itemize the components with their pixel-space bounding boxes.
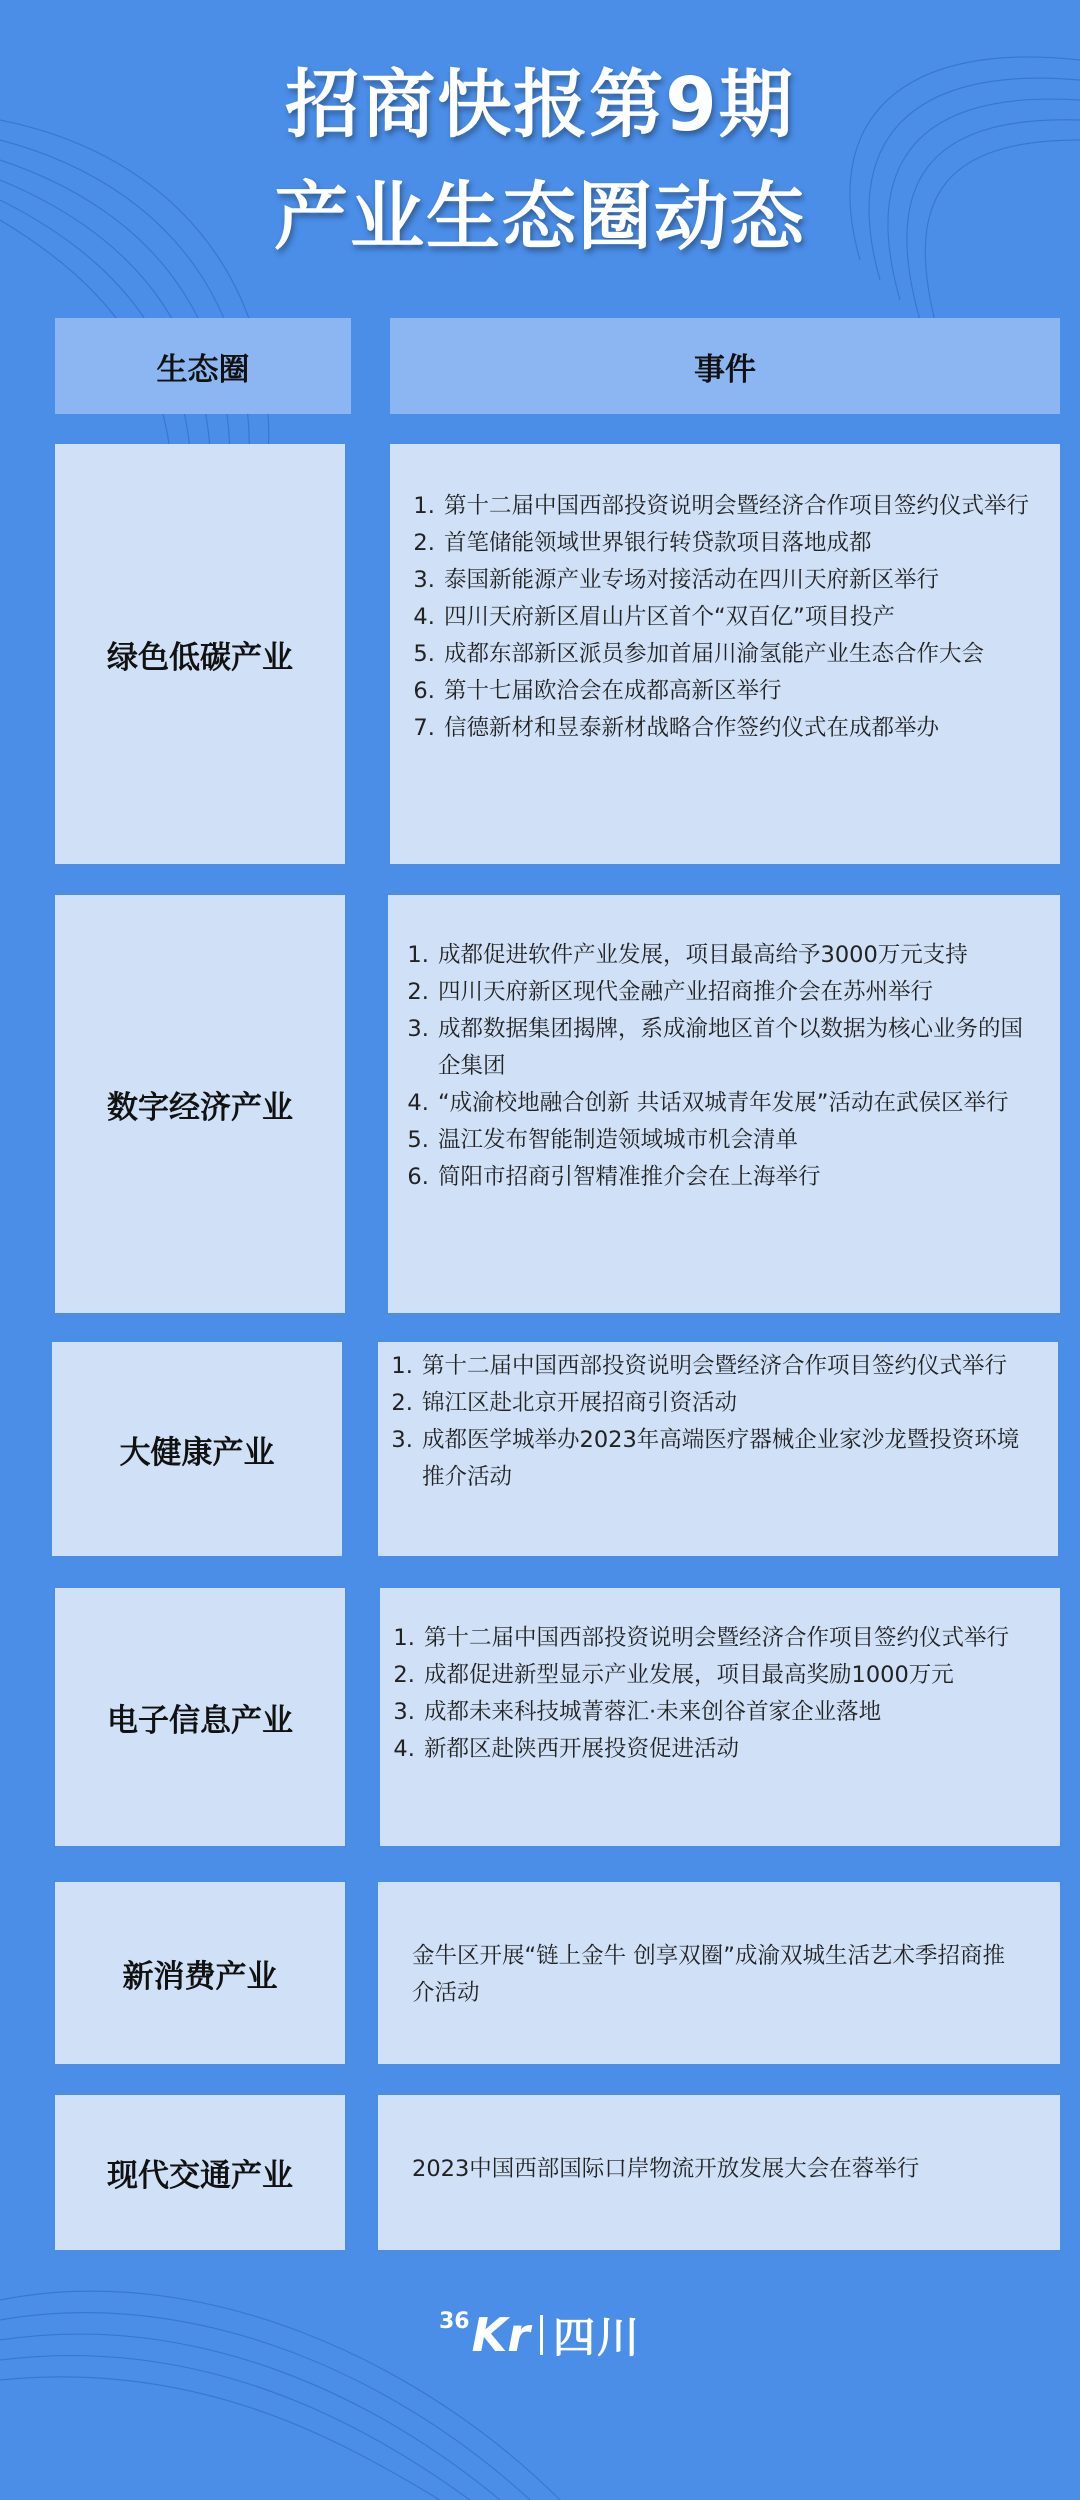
- list-item: 1. 第十二届中国西部投资说明会暨经济合作项目签约仪式举行: [442, 488, 1040, 525]
- sector-label: 新消费产业: [55, 1882, 345, 2064]
- footer-logo: [0, 2305, 1080, 2365]
- list-item: 1. 成都促进软件产业发展，项目最高给予3000万元支持: [436, 937, 1040, 974]
- list-item: 2. 锦江区赴北京开展招商引资活动: [420, 1385, 1038, 1422]
- events-list: [380, 1588, 1060, 1846]
- list-item: 6. 第十七届欧洽会在成都高新区举行: [442, 673, 1040, 710]
- logo-region: 四川: [552, 2313, 641, 2362]
- list-item: 3. 泰国新能源产业专场对接活动在四川天府新区举行: [442, 562, 1040, 599]
- events-list: [388, 895, 1060, 1313]
- list-item: 2. 首笔储能领域世界银行转贷款项目落地成都: [442, 525, 1040, 562]
- list-item: 1. 第十二届中国西部投资说明会暨经济合作项目签约仪式举行: [420, 1348, 1038, 1385]
- events-list: [378, 1342, 1058, 1556]
- page-subtitle: 产业生态圈动态: [274, 174, 806, 260]
- sector-label: 现代交通产业: [55, 2095, 345, 2250]
- list-item: 3. 成都医学城举办2023年高端医疗器械企业家沙龙暨投资环境推介活动: [420, 1422, 1038, 1496]
- events-list: [390, 444, 1060, 864]
- list-item: 2. 四川天府新区现代金融产业招商推介会在苏州举行: [436, 974, 1040, 1011]
- sector-label: 绿色低碳产业: [55, 444, 345, 864]
- event-text: 金牛区开展“链上金牛 创享双圈”成渝双城生活艺术季招商推介活动: [412, 1943, 1005, 2006]
- list-item: 2. 成都促进新型显示产业发展，项目最高奖励1000万元: [422, 1657, 1044, 1694]
- list-item: 5. 温江发布智能制造领域城市机会清单: [436, 1122, 1040, 1159]
- header-events: 事件: [390, 318, 1060, 414]
- list-item: 4. “成渝校地融合创新 共话双城青年发展”活动在武侯区举行: [436, 1085, 1040, 1122]
- list-item: 5. 成都东部新区派员参加首届川渝氢能产业生态合作大会: [442, 636, 1040, 673]
- logo-number: 36: [439, 2308, 470, 2334]
- events-text: [378, 2095, 1060, 2250]
- list-item: 4. 新都区赴陕西开展投资促进活动: [422, 1731, 1044, 1768]
- page-title: 招商快报第9期: [285, 62, 795, 148]
- list-item: 1. 第十二届中国西部投资说明会暨经济合作项目签约仪式举行: [422, 1620, 1044, 1657]
- list-item: 4. 四川天府新区眉山片区首个“双百亿”项目投产: [442, 599, 1040, 636]
- events-text: [378, 1882, 1060, 2064]
- list-item: 3. 成都未来科技城菁蓉汇·未来创谷首家企业落地: [422, 1694, 1044, 1731]
- event-text: 2023中国西部国际口岸物流开放发展大会在蓉举行: [412, 2156, 920, 2182]
- logo-brand: Kr: [471, 2308, 530, 2362]
- sector-label: 大健康产业: [52, 1342, 342, 1556]
- sector-label: 电子信息产业: [55, 1588, 345, 1846]
- header-ecosystem: 生态圈: [55, 318, 351, 414]
- list-item: 6. 简阳市招商引智精准推介会在上海举行: [436, 1159, 1040, 1196]
- sector-label: 数字经济产业: [55, 895, 345, 1313]
- list-item: 7. 信德新材和昱泰新材战略合作签约仪式在成都举办: [442, 710, 1040, 747]
- logo-divider: [540, 2315, 543, 2355]
- list-item: 3. 成都数据集团揭牌，系成渝地区首个以数据为核心业务的国企集团: [436, 1011, 1040, 1085]
